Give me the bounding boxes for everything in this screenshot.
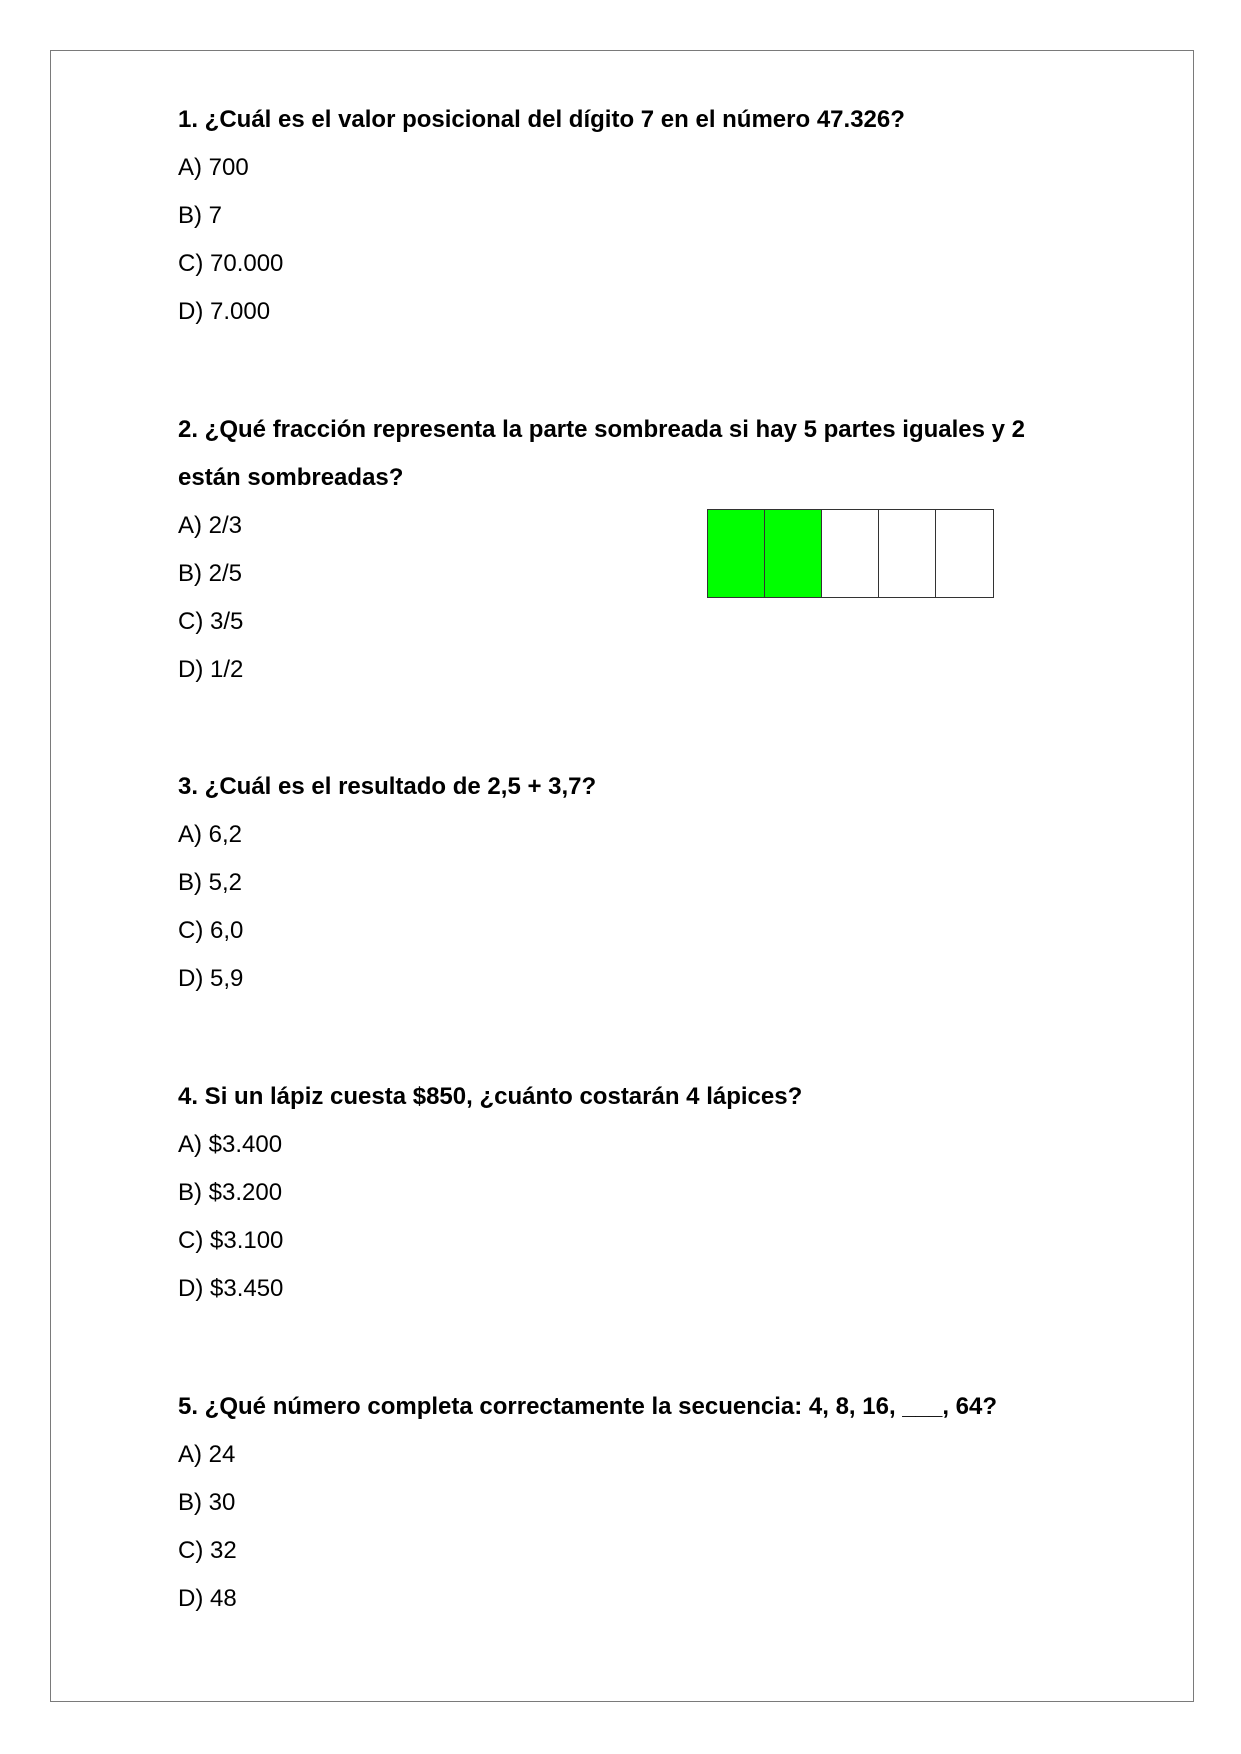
option-d[interactable]: D) 1/2 (178, 656, 244, 683)
fraction-part-empty (822, 510, 879, 597)
option-b[interactable]: B) 5,2 (178, 869, 243, 896)
option-d[interactable]: D) 5,9 (178, 965, 244, 992)
question-title: 2. ¿Qué fracción representa la parte sombreada si hay 5 partes iguales y 2 (178, 416, 1026, 443)
option-c[interactable]: C) 32 (178, 1537, 237, 1564)
question-title: 5. ¿Qué número completa correctamente la secuencia: 4, 8, 16, ___, 64? (178, 1393, 998, 1420)
fraction-part-shaded (765, 510, 822, 597)
option-c[interactable]: C) 3/5 (178, 608, 244, 635)
option-a[interactable]: A) 6,2 (178, 821, 243, 848)
option-a[interactable]: A) 700 (178, 154, 249, 181)
fraction-part-empty (879, 510, 936, 597)
question-title: 3. ¿Cuál es el resultado de 2,5 + 3,7? (178, 773, 597, 800)
question-4 (178, 1073, 1078, 1313)
option-a[interactable]: A) 2/3 (178, 512, 243, 539)
fraction-part-empty (936, 510, 993, 597)
option-b[interactable]: B) 2/5 (178, 560, 243, 587)
option-c[interactable]: C) $3.100 (178, 1227, 284, 1254)
option-d[interactable]: D) $3.450 (178, 1275, 284, 1302)
option-b[interactable]: B) $3.200 (178, 1179, 283, 1206)
fraction-part-shaded (708, 510, 765, 597)
question-title: 4. Si un lápiz cuesta $850, ¿cuánto costarán 4 lápices? (178, 1083, 803, 1110)
option-d[interactable]: D) 48 (178, 1585, 237, 1612)
option-d[interactable]: D) 7.000 (178, 298, 271, 325)
question-3 (178, 763, 1078, 1003)
question-title-continued: están sombreadas? (178, 464, 404, 491)
option-b[interactable]: B) 7 (178, 202, 223, 229)
question-title: 1. ¿Cuál es el valor posicional del dígito 7 en el número 47.326? (178, 106, 905, 133)
option-c[interactable]: C) 70.000 (178, 250, 284, 277)
fraction-bar-figure (707, 509, 994, 598)
question-1 (178, 96, 1078, 336)
option-b[interactable]: B) 30 (178, 1489, 236, 1516)
option-c[interactable]: C) 6,0 (178, 917, 244, 944)
question-5 (178, 1383, 1078, 1623)
option-a[interactable]: A) 24 (178, 1441, 236, 1468)
option-a[interactable]: A) $3.400 (178, 1131, 283, 1158)
